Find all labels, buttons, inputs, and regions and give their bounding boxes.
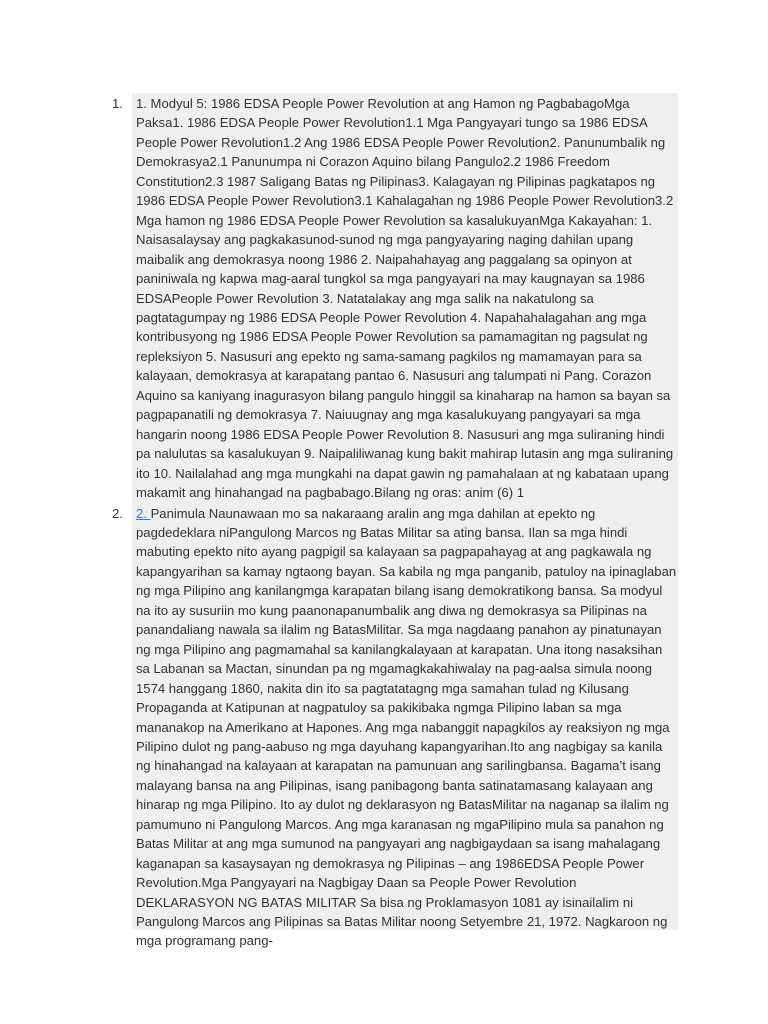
- item-list: [112, 93, 678, 951]
- item-text: Panimula Naunawaan mo sa nakaraang aralin ang mga dahilan at epekto ng pagdedeklara niPangulong Marcos ng Batas Militar sa ating bansa. Ilan sa mga hindi mabuting epekto nito ayang pagpigil sa kalayaan sa pagpapahayag at ang pagkawala ng kapangyarihan sa kamay ngtaong bayan. Sa kabila ng mga panganib, patuloy na ipinaglaban ng mga Pilipino ang kanilangmga karapatan bilang isang demokratikong bansa. Sa modyul na ito ay susuriin mo kung paanonapanumbalik ang diwa ng demokrasya sa Pilipinas na panandaliang nawala sa ilalim ng BatasMilitar. Sa mga nagdaang panahon ay pinatunayan ng mga Pilipino ang pagmamahal sa kanilangkalayaan at karapatan. Una itong nasaksihan sa Labanan sa Mactan, sinundan pa ng mgamagkakahiwalay na pag-aalsa simula noong 1574 hanggang 1860, nakita din ito sa pagtatatagng mga samahan tulad ng Kilusang Propaganda at Katipunan at nagpatuloy sa pakikibaka ngmga Pilipino laban sa mga mananakop na Amerikano at Hapones. Ang mga nabanggit napagkilos ay reaksiyon ng mga Pilipino dulot ng pang-aabuso ng mga dayuhang kapangyarihan.Ito ang nagbigay sa kanila ng hinahangad na kalayaan at karapatan na pamunuan ang sarilingbansa. Bagama’t isang malayang bansa na ang Pilipinas, isang panibagong banta satinatamasang kalayaan ang hinarap ng mga Pilipino. Ito ay dulot ng deklarasyon ng BatasMilitar na naganap sa ilalim ng pamumuno ni Pangulong Marcos. Ang mga karanasan ng mgaPilipino mula sa panahon ng Batas Militar at ang mga sumunod na pangyayari ang nagbigaydaan sa isang mahalagang kaganapan sa kasaysayan ng demokrasya ng Pilipinas – ang 1986EDSA People Power Revolution.Mga Pangyayari na Nagbigay Daan sa People Power Revolution DEKLARASYON NG BATAS MILITAR Sa bisa ng Proklamasyon 1081 ay isinailalim ni Pangulong Marcos ang Pilipinas sa Batas Militar noong Setyembre 21, 1972. Nagkaroon ng mga programang pang-: [136, 505, 677, 949]
- list-item-1: [112, 93, 678, 503]
- item-number: 1.: [112, 96, 123, 111]
- item-anchor-link[interactable]: 2.: [136, 505, 151, 521]
- item-text: 1. Modyul 5: 1986 EDSA People Power Revolution at ang Hamon ng PagbabagoMga Paksa1. 1986 EDSA People Power Revolution1.1 Mga Pangyayari tungo sa 1986 EDSA People Power Revolution1.2 Ang 1986 EDSA People Power Revolution2. Panunumbalik ng Demokrasya2.1 Panunumpa ni Corazon Aquino bilang Pangulo2.2 1986 Freedom Constitution2.3 1987 Saligang Batas ng Pilipinas3. Kalagayan ng Pilipinas pagkatapos ng 1986 EDSA People Power Revolution3.1 Kahalagahan ng 1986 People Power Revolution3.2 Mga hamon ng 1986 EDSA People Power Revolution sa kasalukuyanMga Kakayahan: 1. Naisasalaysay ang pagkakasunod-sunod ng mga pangyayaring naging dahilan upang maibalik ang demokrasya noong 1986 2. Naipahahayag ang paggalang sa opinyon at paniniwala ng kapwa mag-aaral tungkol sa mga pangyayari na may kaugnayan sa 1986 EDSAPeople Power Revolution 3. Natatalakay ang mga salik na nakatulong sa pagtatagumpay ng 1986 EDSA People Power Revolution 4. Napahahalagahan ang mga kontribusyong ng 1986 EDSA People Power Revolution sa pamamagitan ng pagsulat ng repleksiyon 5. Nasusuri ang epekto ng sama-samang pagkilos ng mamamayan para sa kalayaan, demokrasya at karapatang pantao 6. Nasusuri ang talumpati ni Pang. Corazon Aquino sa kaniyang inagurasyon bilang pangulo hinggil sa kinaharap na hamon sa bayan sa pagpapanatili ng demokrasya 7. Naiuugnay ang mga kasalukuyang pangyayari sa mga hangarin noong 1986 EDSA People Power Revolution 8. Nasusuri ang mga suliraning hindi pa nalulutas sa kasalukuyan 9. Naipaliliwanag kung bakit mahirap lutasin ang mga suliraning ito 10. Nailalahad ang mga mungkahi na dapat gawin ng pamahalaan at ng kabataan upang makamit ang hinahangad na pagbabago.Bilang ng oras: anim (6) 1: [136, 96, 674, 501]
- document-body: [112, 93, 678, 949]
- item-number: 2.: [112, 505, 123, 521]
- list-item-2: [112, 503, 678, 951]
